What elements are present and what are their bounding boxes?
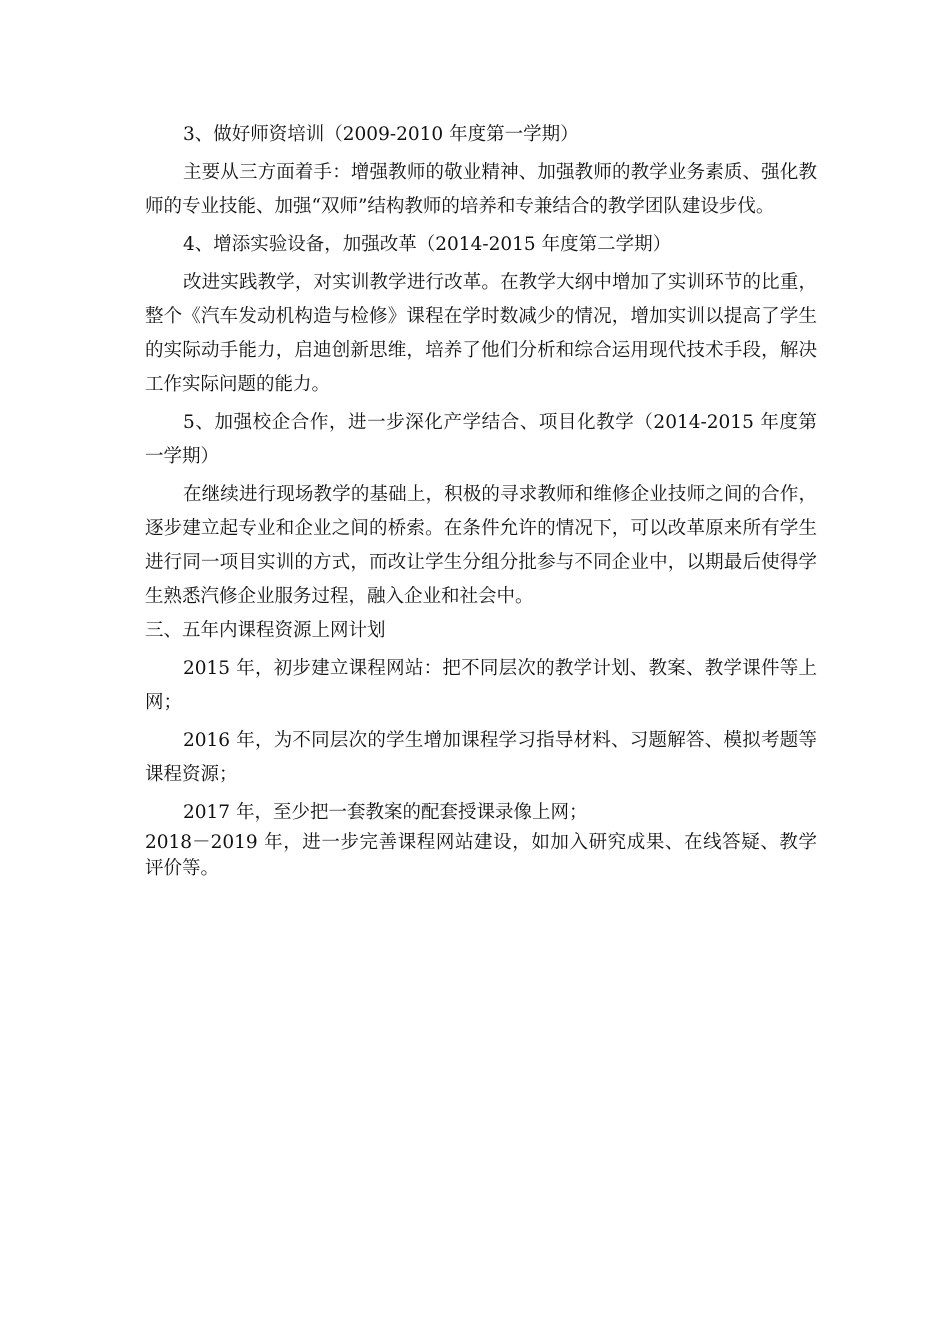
document-page: [145, 118, 817, 882]
paragraph-3: 主要从三方面着手：增强教师的敬业精神、加强教师的教学业务素质、强化教师的专业技能、加强“双师”结构教师的培养和专兼结合的教学团队建设步伐。: [145, 162, 817, 217]
paragraph-4: 改进实践教学，对实训教学进行改革。在教学大纲中增加了实训环节的比重，整个《汽车发动机构造与检修》课程在学时数减少的情况，增加实训以提高了学生的实际动手能力，启迪创新思维，培养了他们分析和综合运用现代技术手段，解决工作实际问题的能力。: [145, 272, 817, 395]
section-heading-3: 3、做好师资培训（2009-2010 年度第一学期）: [183, 124, 579, 145]
chapter-heading-3: 三、五年内课程资源上网计划: [145, 620, 386, 641]
plan-item-2016: 2016 年，为不同层次的学生增加课程学习指导材料、习题解答、模拟考题等课程资源；: [145, 730, 817, 785]
plan-item-2018-2019: 2018－2019 年，进一步完善课程网站建设，如加入研究成果、在线答疑、教学评价等。: [145, 832, 817, 879]
plan-item-2017: 2017 年，至少把一套教案的配套授课录像上网；: [183, 802, 588, 823]
paragraph-5: 在继续进行现场教学的基础上，积极的寻求教师和维修企业技师之间的合作，逐步建立起专业和企业之间的桥索。在条件允许的情况下，可以改革原来所有学生进行同一项目实训的方式，而改让学生分组分批参与不同企业中，以期最后使得学生熟悉汽修企业服务过程，融入企业和社会中。: [145, 484, 817, 607]
plan-item-2015: 2015 年，初步建立课程网站：把不同层次的教学计划、教案、教学课件等上网；: [145, 658, 817, 713]
section-heading-4: 4、增添实验设备，加强改革（2014-2015 年度第二学期）: [183, 234, 672, 255]
section-heading-5: 5、加强校企合作，进一步深化产学结合、项目化教学（2014-2015 年度第一学期）: [145, 412, 817, 467]
